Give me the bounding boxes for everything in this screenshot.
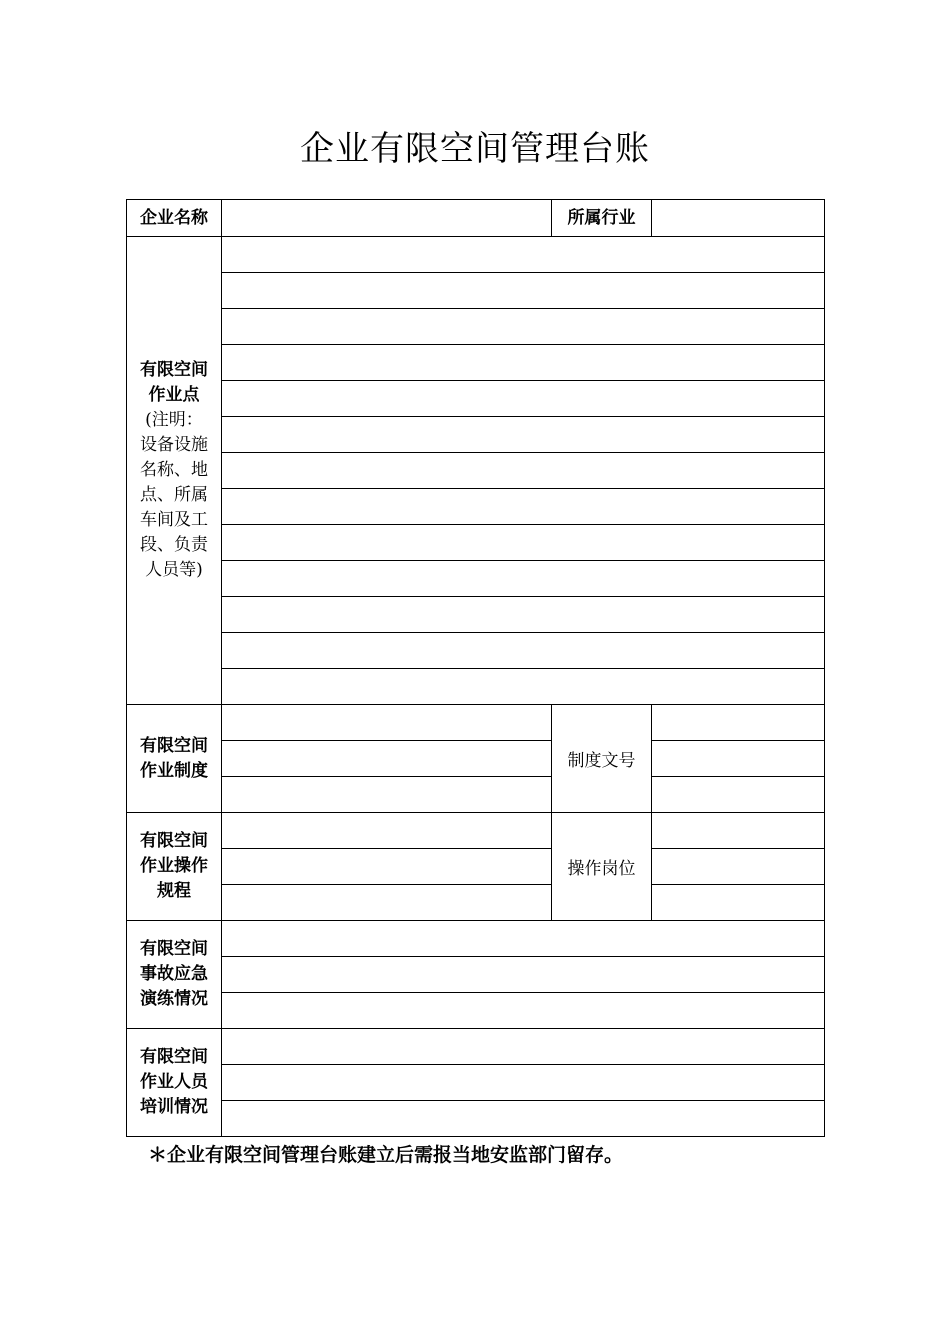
personnel-training-field[interactable] xyxy=(222,1065,825,1101)
personnel-training-label xyxy=(127,1029,222,1137)
work-point-field[interactable] xyxy=(222,345,825,381)
work-point-field[interactable] xyxy=(222,309,825,345)
work-points-label-line: 作业点 xyxy=(148,385,200,405)
emergency-drill-row xyxy=(127,957,825,993)
operating-post-field[interactable] xyxy=(652,813,825,849)
work-point-row xyxy=(127,345,825,381)
personnel-training-label-line: 作业人员 xyxy=(140,1072,208,1092)
operating-post-field[interactable] xyxy=(652,849,825,885)
work-system-field[interactable] xyxy=(222,741,552,777)
work-point-row xyxy=(127,381,825,417)
operating-procedure-field[interactable] xyxy=(222,849,552,885)
work-points-note-line: 设备设施 xyxy=(140,435,208,455)
work-point-row xyxy=(127,489,825,525)
work-points-note-line: 点、所属 xyxy=(140,485,208,505)
operating-procedures-label-line: 有限空间 xyxy=(140,831,208,851)
operating-procedure-row xyxy=(127,849,825,885)
work-system-row xyxy=(127,741,825,777)
emergency-drill-field[interactable] xyxy=(222,921,825,957)
work-points-note-line: 车间及工 xyxy=(140,510,208,530)
work-point-field[interactable] xyxy=(222,633,825,669)
work-point-field[interactable] xyxy=(222,453,825,489)
emergency-drill-row xyxy=(127,921,825,957)
operating-procedures-label xyxy=(127,813,222,921)
work-points-note-line: (注明： xyxy=(145,410,203,430)
work-point-row xyxy=(127,273,825,309)
document-title: 企业有限空间管理台账 xyxy=(300,129,650,169)
footnote: ＊企业有限空间管理台账建立后需报当地安监部门留存。 xyxy=(148,1144,624,1166)
personnel-training-row xyxy=(127,1101,825,1137)
work-point-row xyxy=(127,237,825,273)
work-system-row xyxy=(127,777,825,813)
company-name-field[interactable] xyxy=(222,200,552,237)
work-point-field[interactable] xyxy=(222,489,825,525)
work-points-label-line: 有限空间 xyxy=(140,360,208,380)
work-system-label-line: 作业制度 xyxy=(140,760,208,781)
work-point-row xyxy=(127,561,825,597)
emergency-drill-field[interactable] xyxy=(222,957,825,993)
personnel-training-row xyxy=(127,1029,825,1065)
operating-procedures-label-line: 作业操作 xyxy=(140,856,208,876)
ledger-table xyxy=(126,199,825,1137)
work-point-row xyxy=(127,453,825,489)
company-name-label: 企业名称 xyxy=(127,200,222,237)
work-point-field[interactable] xyxy=(222,597,825,633)
operating-procedure-row xyxy=(127,885,825,921)
work-points-note-line: 名称、地 xyxy=(140,460,208,480)
emergency-drill-field[interactable] xyxy=(222,993,825,1029)
emergency-drill-row xyxy=(127,993,825,1029)
operating-procedure-field[interactable] xyxy=(222,813,552,849)
work-point-field[interactable] xyxy=(222,237,825,273)
personnel-training-label-line: 培训情况 xyxy=(140,1097,208,1117)
industry-field[interactable] xyxy=(652,200,825,237)
emergency-drills-label xyxy=(127,921,222,1029)
work-point-field[interactable] xyxy=(222,381,825,417)
operating-post-label: 操作岗位 xyxy=(552,813,652,921)
work-system-field[interactable] xyxy=(222,777,552,813)
work-points-note-line: 段、负责 xyxy=(140,535,208,555)
document-number-label: 制度文号 xyxy=(552,705,652,813)
document-number-field[interactable] xyxy=(652,705,825,741)
work-points-label xyxy=(127,237,222,705)
work-point-row xyxy=(127,669,825,705)
operating-procedure-field[interactable] xyxy=(222,885,552,921)
work-point-row xyxy=(127,597,825,633)
emergency-drills-label-line: 事故应急 xyxy=(140,964,208,984)
personnel-training-label-line: 有限空间 xyxy=(140,1047,208,1067)
work-point-row xyxy=(127,309,825,345)
work-point-field[interactable] xyxy=(222,561,825,597)
work-point-row xyxy=(127,633,825,669)
work-point-field[interactable] xyxy=(222,669,825,705)
work-system-row xyxy=(127,705,825,741)
work-system-label xyxy=(127,705,222,813)
work-point-field[interactable] xyxy=(222,273,825,309)
work-point-field[interactable] xyxy=(222,525,825,561)
operating-procedures-label-line: 规程 xyxy=(157,881,191,901)
work-point-row xyxy=(127,525,825,561)
emergency-drills-label-line: 有限空间 xyxy=(140,939,208,959)
work-system-label-line: 有限空间 xyxy=(140,735,208,756)
personnel-training-row xyxy=(127,1065,825,1101)
emergency-drills-label-line: 演练情况 xyxy=(140,989,208,1009)
work-point-field[interactable] xyxy=(222,417,825,453)
operating-procedure-row xyxy=(127,813,825,849)
personnel-training-field[interactable] xyxy=(222,1029,825,1065)
work-point-row xyxy=(127,417,825,453)
personnel-training-field[interactable] xyxy=(222,1101,825,1137)
industry-label: 所属行业 xyxy=(552,200,652,237)
document-number-field[interactable] xyxy=(652,777,825,813)
document-number-field[interactable] xyxy=(652,741,825,777)
work-system-field[interactable] xyxy=(222,705,552,741)
company-info-row xyxy=(127,200,825,237)
work-points-note-line: 人员等) xyxy=(145,560,203,580)
operating-post-field[interactable] xyxy=(652,885,825,921)
